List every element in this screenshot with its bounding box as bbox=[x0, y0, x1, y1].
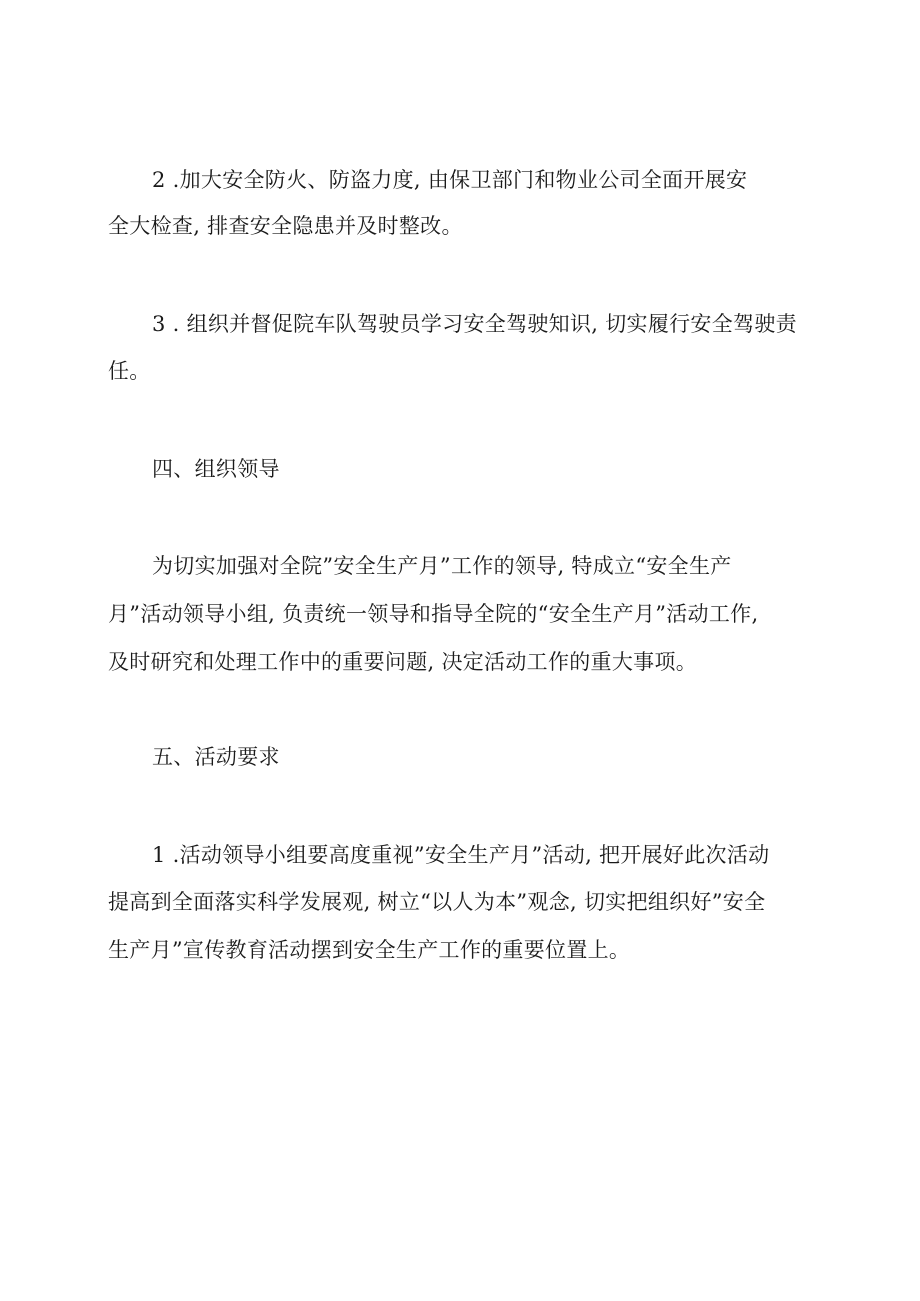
paragraph-item-1-line-2: 提高到全面落实科学发展观, 树立“以人为本”观念, 切实把组织好”安全 bbox=[108, 890, 766, 914]
section-heading-activity-requirements: 五、活动要求 bbox=[152, 745, 280, 769]
paragraph-leadership-line-1: 为切实加强对全院”安全生产月”工作的领导, 特成立“安全生产 bbox=[152, 554, 732, 578]
paragraph-item-1-line-3: 生产月”宣传教育活动摆到安全生产工作的重要位置上。 bbox=[108, 938, 631, 962]
section-heading-organization-leadership: 四、组织领导 bbox=[152, 457, 280, 481]
paragraph-item-3-line-1: 3 . 组织并督促院车队驾驶员学习安全驾驶知识, 切实履行安全驾驶责 bbox=[152, 312, 797, 336]
paragraph-item-3-line-2: 任。 bbox=[108, 359, 151, 383]
paragraph-leadership-line-2: 月”活动领导小组, 负责统一领导和指导全院的“安全生产月”活动工作, bbox=[108, 602, 759, 626]
paragraph-leadership-line-3: 及时研究和处理工作中的重要问题, 决定活动工作的重大事项。 bbox=[108, 650, 698, 674]
paragraph-item-1-line-1: 1 .活动领导小组要高度重视”安全生产月”活动, 把开展好此次活动 bbox=[152, 843, 770, 867]
paragraph-item-2-line-1: 2 .加大安全防火、防盗力度, 由保卫部门和物业公司全面开展安 bbox=[152, 168, 748, 192]
paragraph-item-2-line-2: 全大检查, 排查安全隐患并及时整改。 bbox=[108, 214, 463, 238]
